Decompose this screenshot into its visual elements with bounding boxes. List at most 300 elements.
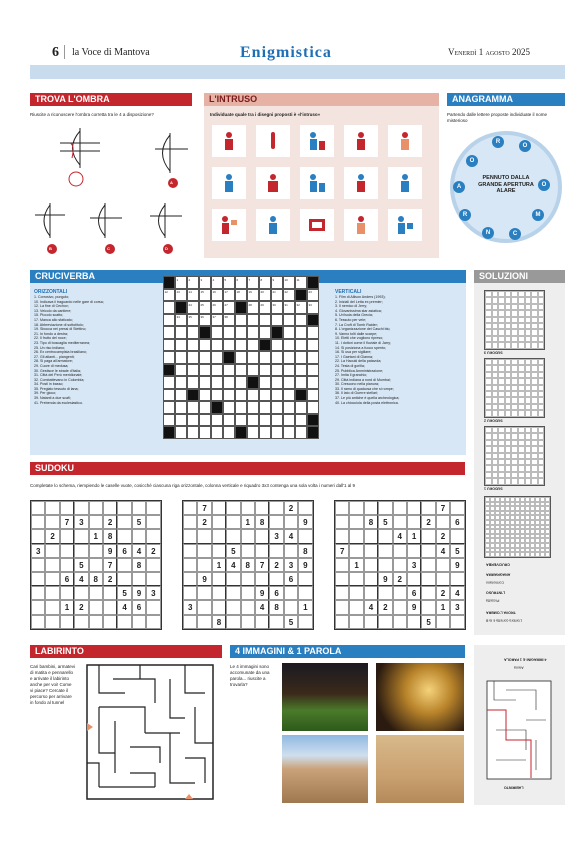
crossword-cell (247, 414, 259, 427)
sudoku-cell[interactable] (146, 572, 160, 586)
clue: 11. I dottori come il fluviale di Jarry; (335, 340, 392, 345)
solution-cell (531, 478, 538, 484)
sudoku-cell[interactable] (255, 529, 269, 543)
sudoku-cell[interactable] (89, 501, 103, 515)
sudoku-cell[interactable] (146, 515, 160, 529)
orizzontali-column (34, 289, 162, 405)
intruso-tile (300, 167, 334, 199)
sudoku-cell[interactable] (298, 586, 312, 600)
sudoku-cell[interactable] (269, 572, 283, 586)
sudoku-cell[interactable] (146, 600, 160, 614)
sudoku-cell[interactable] (212, 572, 226, 586)
sudoku-cell[interactable] (183, 501, 197, 515)
sudoku-cell[interactable] (117, 515, 131, 529)
sudoku-cell[interactable] (31, 586, 45, 600)
crossword-cell (223, 339, 235, 352)
sudoku-cell[interactable]: 1 (89, 529, 103, 543)
sudoku-cell[interactable]: 9 (450, 558, 464, 572)
sudoku-cell[interactable] (436, 558, 450, 572)
immagini-title: 4 IMMAGINI & 1 PAROLA (230, 645, 465, 658)
sudoku-cell[interactable] (132, 615, 146, 629)
sudoku-cell[interactable] (349, 529, 363, 543)
sudoku-cell[interactable] (212, 600, 226, 614)
sudoku-cell[interactable]: 6 (60, 572, 74, 586)
sudoku-cell[interactable]: 6 (269, 586, 283, 600)
sudoku-cell[interactable] (103, 615, 117, 629)
sudoku-cell[interactable] (226, 600, 240, 614)
sudoku-cell[interactable] (335, 572, 349, 586)
sudoku-instructions: Completate lo schema, riempiendo le caselle vuote, cosicché ciascuna riga orizzontale, colonna verticale e riquadro 3x3 contenga una sola volta i numeri dall'1 al 9 (30, 483, 356, 488)
sudoku-cell[interactable]: 2 (74, 600, 88, 614)
sudoku-cell[interactable] (421, 544, 435, 558)
sudoku-cell[interactable] (335, 529, 349, 543)
sudoku-cell[interactable]: 4 (450, 586, 464, 600)
sudoku-cell[interactable]: 2 (421, 515, 435, 529)
sudoku-cell[interactable] (241, 615, 255, 629)
crossword-cell (295, 426, 307, 439)
sudoku-cell[interactable] (335, 615, 349, 629)
sudoku-cell[interactable] (197, 600, 211, 614)
sudoku-cell[interactable] (132, 529, 146, 543)
sudoku-cell[interactable] (146, 558, 160, 572)
sudoku-cell[interactable]: 2 (436, 529, 450, 543)
sudoku-cell[interactable] (393, 600, 407, 614)
sudoku-cell[interactable] (183, 558, 197, 572)
intruso-tile (300, 209, 334, 241)
sudoku-cell[interactable] (45, 515, 59, 529)
sudoku-cell[interactable]: 3 (31, 544, 45, 558)
sudoku-cell[interactable] (364, 615, 378, 629)
sudoku-cell[interactable]: 5 (74, 558, 88, 572)
sudoku-cell[interactable] (60, 615, 74, 629)
sudoku-cell[interactable] (335, 501, 349, 515)
sudoku-cell[interactable] (197, 586, 211, 600)
sudoku-cell[interactable] (393, 501, 407, 515)
crossword-cell (295, 414, 307, 427)
sudoku-cell[interactable]: 8 (89, 572, 103, 586)
sudoku-cell[interactable] (421, 558, 435, 572)
sudoku-cell[interactable] (197, 529, 211, 543)
sudoku-cell[interactable]: 9 (407, 600, 421, 614)
sudoku-cell[interactable]: 3 (269, 529, 283, 543)
sudoku-cell[interactable] (74, 529, 88, 543)
sudoku-cell[interactable]: 3 (183, 600, 197, 614)
sudoku-cell[interactable] (335, 600, 349, 614)
crossword-cell (271, 326, 283, 339)
sudoku-cell[interactable] (335, 515, 349, 529)
sudoku-cell[interactable] (74, 544, 88, 558)
sudoku-cell[interactable] (89, 615, 103, 629)
sudoku-cell[interactable] (226, 515, 240, 529)
sudoku-cell[interactable] (74, 586, 88, 600)
sudoku-cell[interactable] (103, 600, 117, 614)
sudoku-cell[interactable]: 2 (197, 515, 211, 529)
sudoku-cell[interactable] (335, 558, 349, 572)
crossword-cell (307, 401, 319, 414)
sudoku-cell[interactable] (89, 544, 103, 558)
sudoku-cell[interactable] (255, 544, 269, 558)
sudoku-cell[interactable]: 8 (269, 600, 283, 614)
crossword-cell (283, 389, 295, 402)
sudoku-cell[interactable] (226, 586, 240, 600)
sudoku-cell[interactable] (349, 544, 363, 558)
sudoku-cell[interactable] (378, 501, 392, 515)
sudoku-cell[interactable]: 4 (255, 600, 269, 614)
crossword-cell: 1 (175, 276, 187, 289)
sudoku-cell[interactable]: 4 (74, 572, 88, 586)
sudoku-cell[interactable]: 3 (407, 558, 421, 572)
sudoku-cell[interactable] (407, 544, 421, 558)
sudoku-cell[interactable] (31, 615, 45, 629)
sudoku-cell[interactable] (393, 544, 407, 558)
sudoku-cell[interactable]: 5 (284, 615, 298, 629)
sudoku-cell[interactable] (284, 600, 298, 614)
sudoku-cell[interactable] (298, 501, 312, 515)
sudoku-cell[interactable] (393, 558, 407, 572)
sudoku-cell[interactable]: 2 (284, 501, 298, 515)
sudoku-cell[interactable] (298, 572, 312, 586)
sudoku-cell[interactable] (407, 615, 421, 629)
sudoku-cell[interactable] (393, 515, 407, 529)
sudoku-cell[interactable] (436, 515, 450, 529)
crossword-cell (175, 326, 187, 339)
sudoku-cell[interactable] (197, 615, 211, 629)
sudoku-cell[interactable]: 4 (284, 529, 298, 543)
sudoku-cell[interactable] (378, 544, 392, 558)
sudoku-cell[interactable] (364, 529, 378, 543)
sudoku-cell[interactable]: 7 (103, 558, 117, 572)
sudoku-cell[interactable] (60, 558, 74, 572)
sudoku-cell[interactable]: 2 (103, 515, 117, 529)
sudoku-cell[interactable] (349, 615, 363, 629)
sudoku-cell[interactable] (226, 501, 240, 515)
sudoku-cell[interactable]: 7 (335, 544, 349, 558)
crossword-cell: 5 (223, 276, 235, 289)
sudoku-cell[interactable] (364, 501, 378, 515)
sudoku-cell[interactable] (146, 529, 160, 543)
sudoku-cell[interactable] (212, 586, 226, 600)
sudoku-cell[interactable] (60, 529, 74, 543)
sudoku-cell[interactable] (183, 529, 197, 543)
sudoku-cell[interactable] (378, 529, 392, 543)
sudoku-cell[interactable] (103, 501, 117, 515)
sudoku-cell[interactable] (117, 572, 131, 586)
sudoku-cell[interactable] (31, 600, 45, 614)
crossword-cell (175, 426, 187, 439)
clue: 18. Abbreviazione di sottotitolo; (34, 322, 84, 327)
sudoku-cell[interactable]: 8 (364, 515, 378, 529)
sudoku-cell[interactable] (117, 501, 131, 515)
clue: 10. Eletti che vogliono ripreso; (335, 336, 384, 341)
sudoku-cell[interactable] (241, 586, 255, 600)
sudoku-cell[interactable]: 2 (45, 529, 59, 543)
sudoku-cell[interactable] (349, 586, 363, 600)
sudoku-cell[interactable]: 1 (349, 558, 363, 572)
sudoku-cell[interactable]: 1 (60, 600, 74, 614)
sudoku-cell[interactable]: 1 (298, 600, 312, 614)
sudoku-cell[interactable]: 3 (74, 515, 88, 529)
sudoku-cell[interactable]: 9 (378, 572, 392, 586)
sudoku-cell[interactable] (298, 615, 312, 629)
sudoku-cell[interactable] (183, 615, 197, 629)
sudoku-cell[interactable]: 5 (132, 515, 146, 529)
sudoku-cell[interactable] (117, 615, 131, 629)
orizzontali-list (34, 295, 162, 405)
sudoku-cell[interactable] (89, 558, 103, 572)
solution-cell (518, 410, 525, 416)
sudoku-cell[interactable]: 4 (132, 544, 146, 558)
crossword-cell (223, 326, 235, 339)
sudoku-cell[interactable] (183, 544, 197, 558)
sudoku-cell[interactable]: 8 (132, 558, 146, 572)
sudoku-cell[interactable] (284, 515, 298, 529)
letter-token: C (509, 228, 521, 240)
sudoku-cell[interactable] (269, 501, 283, 515)
sudoku-cell[interactable]: 9 (255, 586, 269, 600)
sudoku-cell[interactable] (407, 515, 421, 529)
sudoku-cell[interactable] (407, 501, 421, 515)
solution-answer: Prosetta (486, 598, 500, 603)
sudoku-cell[interactable] (212, 529, 226, 543)
sudoku-cell[interactable] (31, 572, 45, 586)
crossword-cell (307, 339, 319, 352)
sudoku-cell[interactable] (378, 615, 392, 629)
sudoku-cell[interactable] (60, 586, 74, 600)
crossword-cell: 25 (199, 301, 211, 314)
sudoku-cell[interactable]: 8 (241, 558, 255, 572)
sudoku-cell[interactable] (31, 515, 45, 529)
crossword-cell (199, 364, 211, 377)
intruso-tile (388, 125, 422, 157)
sudoku-cell[interactable] (349, 600, 363, 614)
sudoku-cell[interactable]: 9 (103, 544, 117, 558)
sudoku-cell[interactable] (450, 501, 464, 515)
sudoku-cell[interactable] (183, 515, 197, 529)
sudoku-cell[interactable]: 3 (146, 586, 160, 600)
sudoku-cell[interactable] (364, 572, 378, 586)
sudoku-cell[interactable]: 2 (436, 586, 450, 600)
sudoku-cell[interactable]: 2 (378, 600, 392, 614)
sudoku-cell[interactable] (393, 586, 407, 600)
intruso-section (204, 93, 439, 258)
sudoku-cell[interactable] (60, 501, 74, 515)
sudoku-cell[interactable]: 2 (269, 558, 283, 572)
sudoku-cell[interactable] (255, 501, 269, 515)
sudoku-cell[interactable]: 2 (393, 572, 407, 586)
sudoku-cell[interactable]: 2 (146, 544, 160, 558)
sudoku-cell[interactable] (269, 544, 283, 558)
sudoku-cell[interactable]: 9 (298, 558, 312, 572)
sudoku-cell[interactable] (241, 529, 255, 543)
sudoku-cell[interactable] (421, 586, 435, 600)
crossword-cell (175, 401, 187, 414)
sudoku-cell[interactable] (103, 586, 117, 600)
sudoku-cell[interactable] (132, 572, 146, 586)
sudoku-cell[interactable]: 4 (393, 529, 407, 543)
sudoku-title: SUDOKU (30, 462, 465, 475)
sudoku-cell[interactable] (298, 529, 312, 543)
sudoku-cell[interactable]: 6 (450, 515, 464, 529)
sudoku-cell[interactable] (45, 544, 59, 558)
sudoku-cell[interactable] (89, 515, 103, 529)
sudoku-cell[interactable] (60, 544, 74, 558)
sudoku-cell[interactable] (284, 586, 298, 600)
option-d: D (165, 246, 168, 251)
sudoku-cell[interactable] (364, 586, 378, 600)
crossword-cell (199, 326, 211, 339)
letter-token: O (466, 155, 478, 167)
crossword-cell (175, 414, 187, 427)
sudoku-cell[interactable]: 1 (241, 515, 255, 529)
sudoku-cell[interactable] (269, 515, 283, 529)
trova-ombra-title: TROVA L'OMBRA (30, 93, 192, 106)
sudoku-cell[interactable] (89, 600, 103, 614)
sudoku-cell[interactable] (349, 501, 363, 515)
sudoku-cell[interactable] (407, 572, 421, 586)
sudoku-cell[interactable]: 9 (197, 572, 211, 586)
sudoku-cell[interactable] (146, 615, 160, 629)
sudoku-cell[interactable]: 5 (378, 515, 392, 529)
sudoku-cell[interactable]: 8 (103, 529, 117, 543)
anagramma-instructions: Partendo dalle lettere proposte individuate il nome misterioso (447, 112, 548, 123)
sudoku-cell[interactable]: 6 (132, 600, 146, 614)
clue: 41. Prebenda da ecclesiastico. (34, 400, 83, 405)
sudoku-cell[interactable]: 7 (255, 558, 269, 572)
sudoku-cell[interactable] (378, 586, 392, 600)
sudoku-cell[interactable] (45, 572, 59, 586)
sudoku-cell[interactable]: 2 (103, 572, 117, 586)
sudoku-cell[interactable]: 5 (117, 586, 131, 600)
sudoku-cell[interactable] (349, 515, 363, 529)
sudoku-cell[interactable]: 7 (436, 501, 450, 515)
sudoku-cell[interactable]: 6 (407, 586, 421, 600)
sudoku-cell[interactable] (89, 586, 103, 600)
sudoku-cell[interactable] (74, 615, 88, 629)
sudoku-cell[interactable] (241, 544, 255, 558)
sudoku-cell[interactable]: 6 (117, 544, 131, 558)
sudoku-cell[interactable]: 6 (284, 572, 298, 586)
sudoku-cell[interactable] (117, 558, 131, 572)
sudoku-cell[interactable] (226, 529, 240, 543)
sudoku-cell[interactable]: 1 (436, 600, 450, 614)
sudoku-cell[interactable] (183, 586, 197, 600)
sudoku-cell[interactable]: 8 (255, 515, 269, 529)
sudoku-cell[interactable]: 4 (364, 600, 378, 614)
sudoku-cell[interactable] (269, 615, 283, 629)
sudoku-cell[interactable]: 4 (226, 558, 240, 572)
sudoku-cell[interactable] (255, 615, 269, 629)
sudoku-cell[interactable] (226, 572, 240, 586)
sudoku-cell[interactable] (212, 544, 226, 558)
crossword-cell (307, 376, 319, 389)
sudoku-cell[interactable] (421, 600, 435, 614)
sudoku-cell[interactable] (255, 572, 269, 586)
sudoku-cell[interactable] (146, 501, 160, 515)
sudoku-cell[interactable] (421, 529, 435, 543)
immagini-section (230, 645, 465, 805)
sudoku-cell[interactable]: 4 (117, 600, 131, 614)
sudoku-cell[interactable] (241, 572, 255, 586)
sudoku-cell[interactable] (74, 501, 88, 515)
sudoku-cell[interactable] (421, 572, 435, 586)
sudoku-cell[interactable] (421, 501, 435, 515)
sudoku-cell[interactable] (284, 544, 298, 558)
crossword-cell (187, 364, 199, 377)
sudoku-cell[interactable] (45, 558, 59, 572)
sudoku-cell[interactable] (45, 600, 59, 614)
trova-ombra-figures (30, 123, 192, 263)
crossword-cell (271, 351, 283, 364)
sudoku-cell[interactable] (450, 572, 464, 586)
sudoku-cell[interactable] (212, 515, 226, 529)
sudoku-cell[interactable] (183, 572, 197, 586)
sudoku-cell[interactable]: 8 (298, 544, 312, 558)
crossword-cell: 27 (223, 301, 235, 314)
sudoku-cell[interactable]: 5 (226, 544, 240, 558)
crossword-cell (199, 351, 211, 364)
sudoku-cell[interactable] (117, 529, 131, 543)
sudoku-cell[interactable]: 9 (132, 586, 146, 600)
sudoku-cell[interactable] (226, 615, 240, 629)
sudoku-cell[interactable] (436, 615, 450, 629)
sudoku-cell[interactable]: 1 (407, 529, 421, 543)
crossword-cell: 22 (283, 289, 295, 302)
sudoku-cell[interactable] (378, 558, 392, 572)
sudoku-cell[interactable]: 5 (421, 615, 435, 629)
sudoku-cell[interactable]: 1 (212, 558, 226, 572)
sudoku-cell[interactable] (212, 501, 226, 515)
sudoku-cell[interactable] (31, 558, 45, 572)
crossword-cell (295, 351, 307, 364)
clue: 40. La chiocciola della posta elettronica. (335, 400, 399, 405)
sudoku-cell[interactable] (45, 615, 59, 629)
sudoku-cell[interactable] (349, 572, 363, 586)
solution-cell (518, 478, 525, 484)
crossword-cell (307, 326, 319, 339)
sudoku-cell[interactable] (241, 501, 255, 515)
sudoku-cell[interactable]: 8 (212, 615, 226, 629)
intruso-tile (256, 209, 290, 241)
solution-cell (498, 410, 505, 416)
sudoku-cell[interactable]: 4 (436, 544, 450, 558)
sudoku-cell[interactable] (31, 501, 45, 515)
sudoku-cell[interactable] (393, 615, 407, 629)
sudoku-cell[interactable] (450, 529, 464, 543)
sudoku-cell[interactable] (436, 572, 450, 586)
sudoku-cell[interactable] (335, 586, 349, 600)
anagramma-hint: PENNUTO DALLA GRANDE APERTURA ALARE (478, 175, 534, 194)
sudoku-cell[interactable] (132, 501, 146, 515)
crossword-cell: 6 (235, 276, 247, 289)
sudoku-cell[interactable] (45, 586, 59, 600)
sudoku-cell[interactable] (31, 529, 45, 543)
sudoku-cell[interactable] (197, 544, 211, 558)
sudoku-cell[interactable] (364, 544, 378, 558)
sudoku-cell[interactable] (364, 558, 378, 572)
sudoku-cell[interactable] (241, 600, 255, 614)
sudoku-cell[interactable]: 3 (450, 600, 464, 614)
sudoku-cell[interactable] (45, 501, 59, 515)
sudoku-cell[interactable] (450, 615, 464, 629)
intruso-tile (212, 209, 246, 241)
sudoku-cell[interactable] (197, 558, 211, 572)
sudoku-cell[interactable]: 5 (450, 544, 464, 558)
solution-cell (492, 478, 499, 484)
sudoku-cell[interactable]: 9 (298, 515, 312, 529)
sudoku-cell[interactable]: 3 (284, 558, 298, 572)
sudoku-cell[interactable]: 7 (197, 501, 211, 515)
sudoku-cell[interactable]: 7 (60, 515, 74, 529)
